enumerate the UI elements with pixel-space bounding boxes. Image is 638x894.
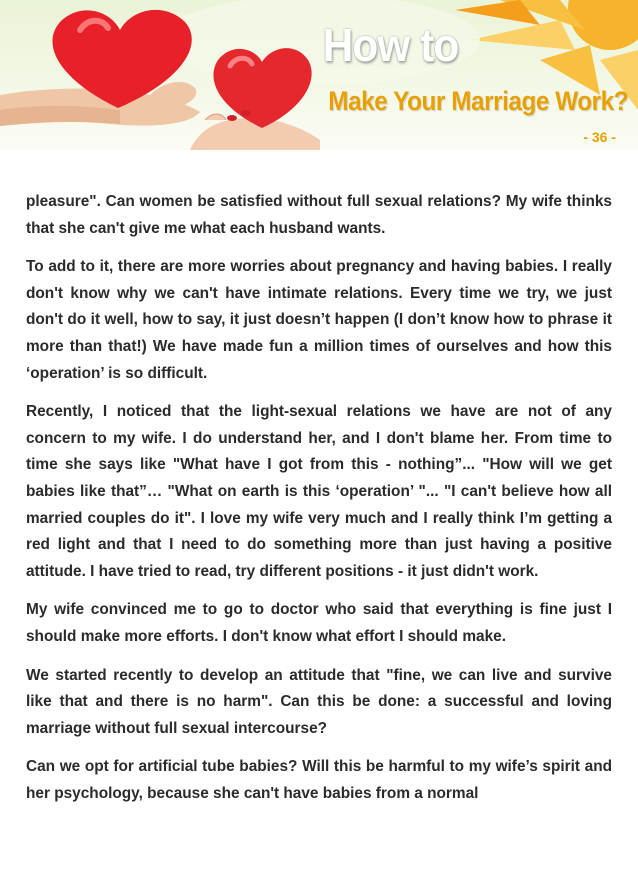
banner-subtitle: Make Your Marriage Work?	[328, 86, 628, 116]
paragraph: Can we opt for artificial tube babies? Will this be harmful to my wife’s spirit and her psychology, because she can't have babies from a normal	[26, 758, 612, 802]
hearts-illustration	[0, 0, 638, 150]
paragraph: pleasure". Can women be satisfied without full sexual relations? My wife thinks that she can't give me what each husband wants.	[26, 193, 612, 237]
paragraph: To add to it, there are more worries about pregnancy and having babies. I really don't know why we can't have intimate relations. Every time we try, we just don't do it well, how to say, it just doesn’t happen (I don’t know how to phrase it more than that!) We have made fun a million times of ourselves and how this ‘operation’ is so difficult.	[26, 258, 612, 382]
paragraph: My wife convinced me to go to doctor who said that everything is fine just I should make more efforts. I don't know what effort I should make.	[26, 601, 612, 645]
paragraph: Recently, I noticed that the light-sexual relations we have are not of any concern to my wife. I do understand her, and I don't blame her. From time to time she says like "What have I got from this - nothing”... "How will we get babies like that”… "What on earth is this ‘operation’ "... "I can't believe how all married couples do it". I love my wife very much and I really think I’m getting a red light and that I need to do something more than just having a positive attitude. I have tried to read, try different positions - it just didn't work.	[26, 403, 612, 580]
page-header-banner	[0, 0, 638, 150]
paragraph: We started recently to develop an attitude that "fine, we can live and survive like that and there is no harm". Can this be done: a successful and loving marriage without full sexual intercourse?	[26, 666, 612, 737]
article-body	[26, 189, 612, 819]
banner-title: How to	[322, 19, 458, 71]
page-number: - 36 -	[583, 129, 616, 145]
